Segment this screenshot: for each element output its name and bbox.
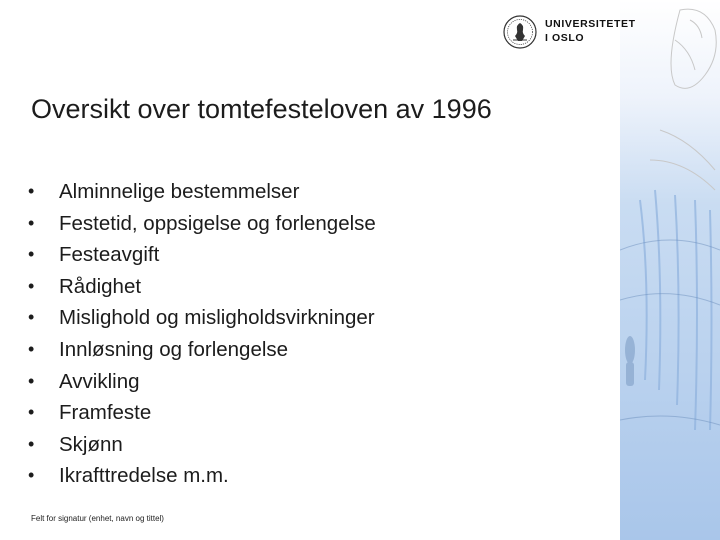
bullet-icon: • (28, 244, 35, 265)
bullet-text: Avvikling (59, 369, 140, 393)
bullet-text: Innløsning og forlengelse (59, 337, 289, 361)
bullet-text: Festeavgift (59, 243, 160, 267)
bullet-text: Ikrafttredelse m.m. (59, 464, 229, 488)
signature-footer: Felt for signatur (enhet, navn og tittel) (31, 514, 164, 523)
bullet-icon: • (28, 275, 35, 296)
bullet-text: Alminnelige bestemmelser (59, 180, 300, 203)
bullet-icon: • (28, 370, 35, 391)
bullet-icon: • (28, 402, 35, 423)
bullet-icon: • (28, 307, 35, 328)
bullet-text: Rådighet (59, 274, 142, 298)
bullet-text: Festetid, oppsigelse og forlengelse (59, 211, 376, 235)
university-seal-icon (503, 15, 537, 49)
decorative-side-band (620, 0, 720, 540)
logo-text-line2: I OSLO (545, 32, 585, 44)
logo-text-line1: UNIVERSITETET (545, 18, 636, 30)
bullet-text: Framfeste (59, 401, 152, 425)
slide-title: Oversikt over tomtefesteloven av 1996 (31, 94, 492, 124)
university-logo (503, 15, 636, 51)
statue-illustration-icon (620, 0, 720, 540)
bullet-text: Mislighold og misligholdsvirkninger (59, 306, 375, 330)
bullet-icon: • (28, 212, 35, 233)
bullet-icon: • (28, 181, 35, 201)
bullet-text: Skjønn (59, 432, 123, 456)
bullet-icon: • (28, 338, 35, 359)
bullet-icon: • (28, 465, 35, 486)
bullet-icon: • (28, 433, 35, 454)
